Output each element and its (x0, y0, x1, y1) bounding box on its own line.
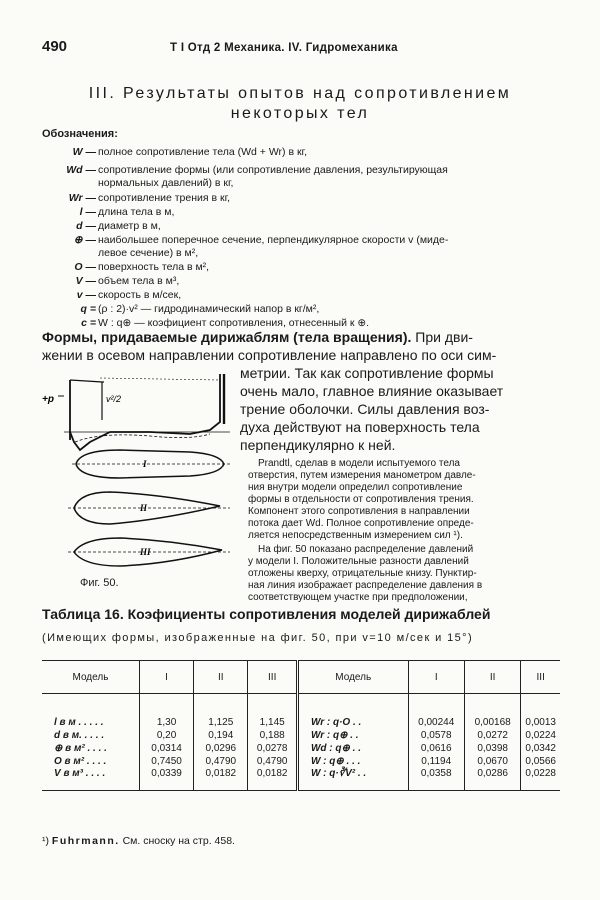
table-title: Таблица 16. Коэфициенты сопротивления моделей дирижаблей (42, 606, 491, 622)
airship-line: духа действуют на поверхность тела (240, 419, 480, 435)
footnote-mark: ¹) (42, 835, 49, 847)
footnote-text: См. сноску на стр. 458. (122, 835, 235, 847)
section-title (40, 84, 560, 124)
header-III: III (248, 661, 298, 694)
fig-label-I: I (143, 459, 147, 469)
notation-item: Wr — сопротивление трения в кг, (68, 192, 231, 204)
notation-item: ⊕ — наибольшее поперечное сечение, перпендикулярное скорости v (миде- левое сечение) в м², (73, 234, 449, 259)
fig-description-line: отложены кверху, отрицательные книзу. Пунктир- (248, 568, 477, 579)
prandtl-line: Prandtl, сделав в модели испытуемого тела (258, 458, 460, 469)
running-header: Т I Отд 2 Механика. IV. Гидромеханика (170, 42, 398, 54)
table-row: O в м² . . . . 0,7450 0,4790 0,4790 W : q⊕ . . . 0,1194 0,0670 0,0566 (42, 755, 560, 768)
notation-item: O — поверхность тела в м², (74, 261, 210, 273)
pressure-distribution-diagram (58, 374, 230, 450)
airship-paragraph-start (42, 328, 560, 364)
notation-heading: Обозначения: (42, 128, 118, 140)
fig-description-line: у модели I. Положительные разности давлений (248, 556, 469, 567)
notation-item: Wd — сопротивление формы (или сопротивление давления, результирующая нормальных давлений) в кг, (66, 164, 448, 189)
prandtl-line: потока дает Wd. Полное сопротивление опреде- (248, 518, 474, 529)
fig-description-line: ная линия изображает распределение давления в (248, 580, 483, 591)
model-II-body (68, 492, 230, 524)
table-subtitle: (Имеющих формы, изображенные на фиг. 50, при v=10 м/сек и 15°) (42, 632, 474, 644)
notation-item: d — диаметр в м, (76, 220, 161, 232)
prandtl-line: ния внутри модели определил сопротивление (248, 482, 463, 493)
coefficients-table (42, 660, 560, 791)
table-header-row (42, 661, 560, 694)
header-model-2: Модель (297, 661, 408, 694)
page-number: 490 (42, 38, 68, 55)
notation-item: l — длина тела в м, (79, 206, 175, 218)
header-III-2: III (521, 661, 560, 694)
fig-label-II: II (140, 503, 148, 513)
prandtl-line: Компонент этого сопротивления в направлении (248, 506, 470, 517)
figure-50 (40, 370, 240, 575)
footnote-author: Fuhrmann. (51, 835, 120, 847)
notation-item: c = W : q⊕ — коэфициент сопротивления, отнесенный к ⊕. (81, 317, 370, 329)
model-I-body (72, 450, 230, 478)
prandtl-line: формы в отдельности от сопротивления трения. (248, 494, 474, 505)
header-I-2: I (408, 661, 464, 694)
airship-line: очень мало, главное влияние оказывает (240, 383, 504, 399)
notation-item: v — скорость в м/сек, (76, 289, 182, 301)
airship-line: перпендикулярно к ней. (240, 437, 396, 453)
table-row: V в м³ . . . . 0,0339 0,0182 0,0182 W : q·∛V² . . 0,0358 0,0286 0,0228 (42, 768, 560, 791)
section-title-line1: III. Результаты опытов над сопротивлением (88, 85, 512, 102)
table-row: d в м. . . . . 0,20 0,194 0,188 Wr : q⊕ . . 0,0578 0,0272 0,0224 (42, 729, 560, 742)
airship-heading-rest: При дви- (415, 329, 473, 345)
table-row: l в м . . . . . 1,30 1,125 1,145 Wr : q·O . . 0,00244 0,00168 0,0013 (42, 716, 560, 729)
prandtl-line: отверстия, путем измерения манометром давле- (248, 470, 476, 481)
section-title-line2: некоторых тел (230, 105, 370, 122)
fig-label-III: III (140, 547, 151, 557)
airship-line: метрии. Так как сопротивление формы (240, 365, 494, 381)
fig-label-p: +p (42, 394, 54, 405)
fig-description-line: соответствующем участке при предположении, (248, 592, 468, 603)
table-row: ⊕ в м² . . . . 0,0314 0,0296 0,0278 Wd : q⊕ . . 0,0616 0,0398 0,0342 (42, 742, 560, 755)
header-model: Модель (42, 661, 139, 694)
notation-item: W — полное сопротивление тела (Wd + Wr) в кг, (72, 146, 308, 158)
prandtl-line: ляется непосредственным измерением сил ¹). (248, 530, 463, 541)
figure-caption: Фиг. 50. (80, 577, 119, 589)
fig-label-q: v²/2 (106, 394, 122, 404)
header-II-2: II (464, 661, 520, 694)
notation-item: V — объем тела в м³, (75, 275, 180, 287)
airship-line2: жении в осевом направлении сопротивление направлено по оси сим- (42, 347, 497, 363)
footnote (42, 835, 235, 847)
notation-item: q = (ρ : 2)·v² — гидродинамический напор в кг/м², (80, 303, 320, 315)
airship-line: трение оболочки. Силы давления воз- (240, 401, 490, 417)
fig-description-line: На фиг. 50 показано распределение давлений (258, 544, 474, 555)
airship-heading: Формы, придаваемые дирижаблям (тела вращения). (42, 329, 412, 345)
header-I: I (139, 661, 193, 694)
header-II: II (194, 661, 248, 694)
